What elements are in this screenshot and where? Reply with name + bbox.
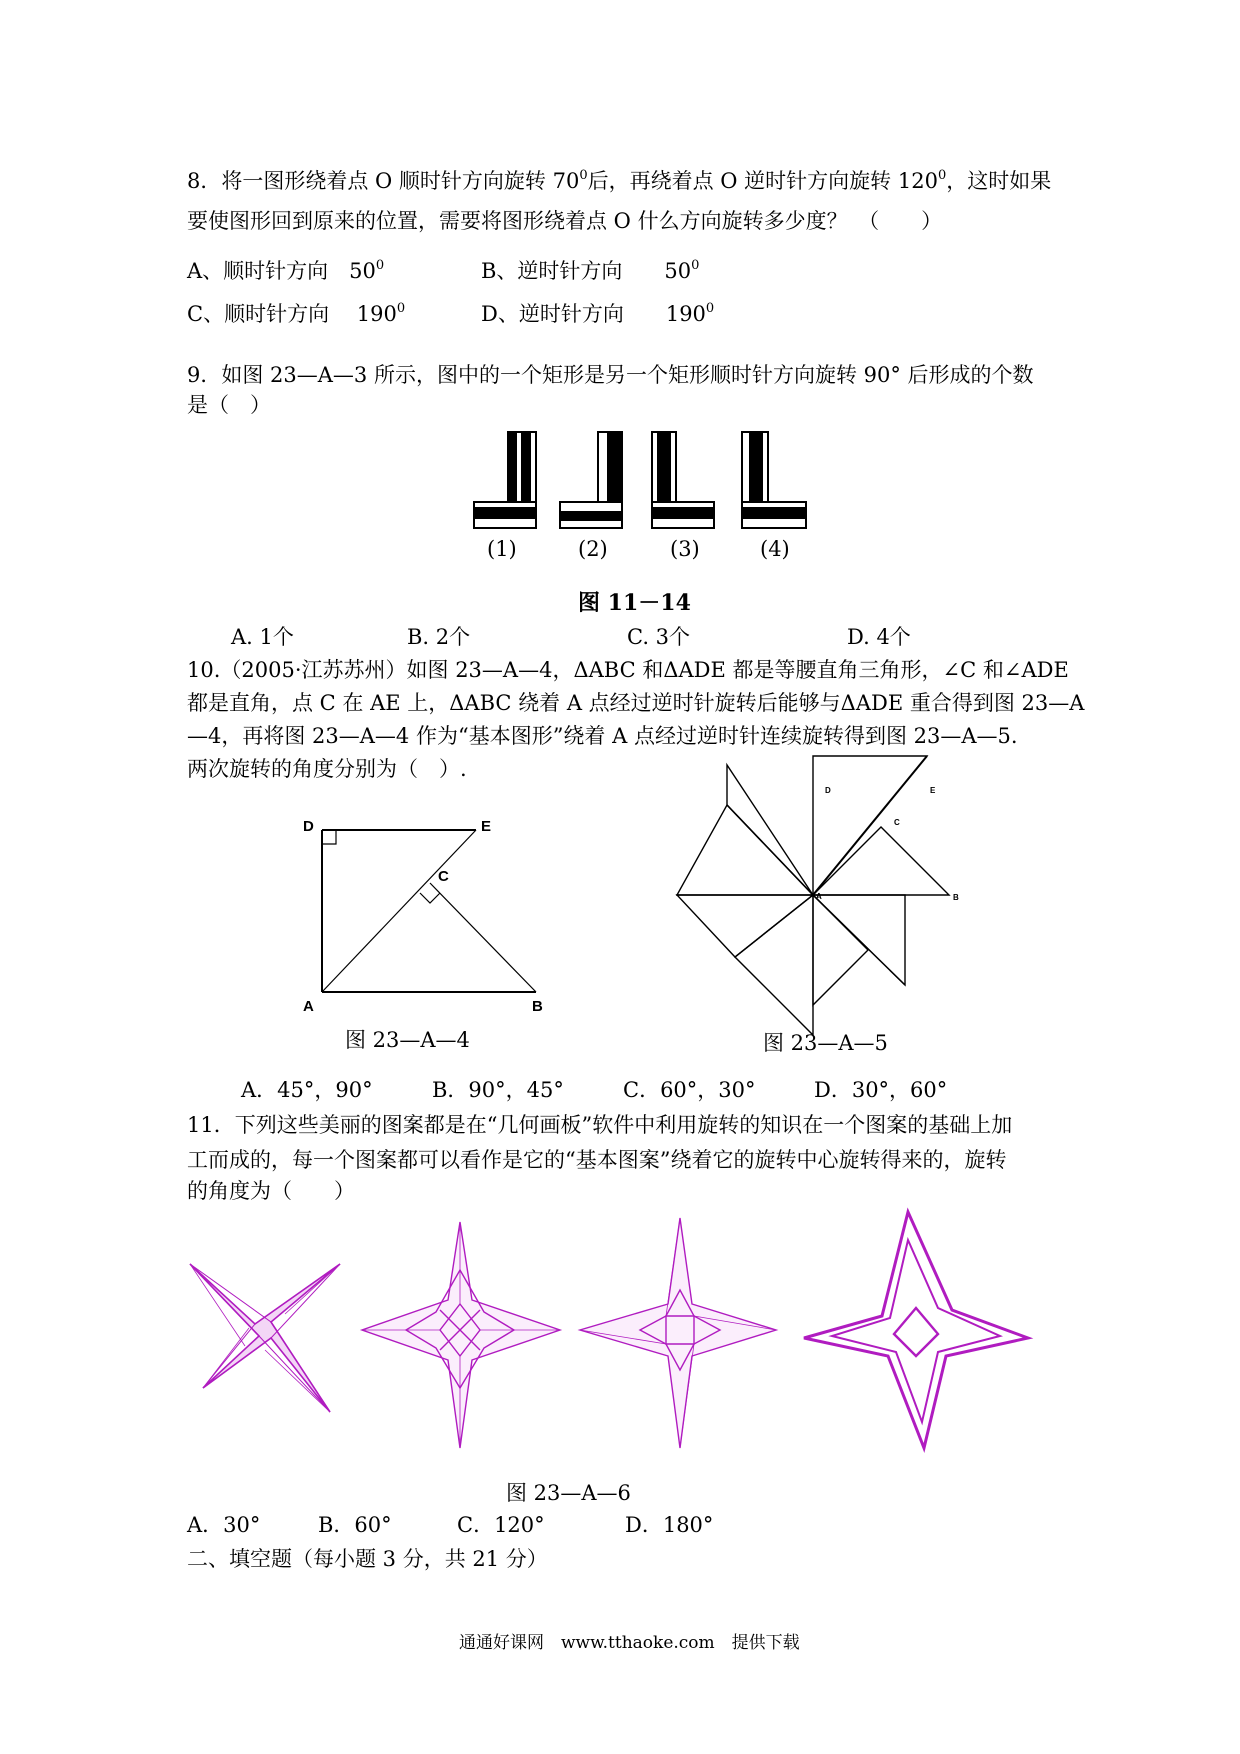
section-2-heading: 二、填空题（每小题 3 分，共 21 分） [187, 1547, 548, 1571]
right-angle-d [322, 830, 336, 844]
q9-sub-label-3: (3) [670, 537, 700, 561]
fig5-point-e: E [930, 786, 936, 795]
point-b-label: B [532, 998, 543, 1015]
fig-23-a-6-caption: 图 23—A—6 [506, 1481, 631, 1505]
q9-figure-caption: 图 11－14 [578, 590, 691, 616]
star-pattern-3 [580, 1218, 776, 1448]
q9-figure-2 [560, 432, 622, 528]
q10-line2: 都是直角，点 C 在 AE 上，ΔABC 绕着 A 点经过逆时针旋转后能够与ΔADE 重合得到图 23—A [187, 691, 1085, 715]
q11-option-b: B．60° [318, 1513, 392, 1537]
q10-option-b: B．90°，45° [432, 1078, 564, 1102]
q11-star-patterns [180, 1210, 1040, 1450]
page-footer: 通通好课网 www.tthaoke.com 提供下载 [459, 1633, 800, 1653]
q10-option-d: D．30°，60° [814, 1078, 948, 1102]
q9-option-c: C. 3个 [627, 625, 691, 649]
q11-line2: 工而成的，每一个图案都可以看作是它的“基本图案”绕着它的旋转中心旋转得来的，旋转 [187, 1148, 1007, 1172]
pinwheel-blade-left [677, 895, 813, 957]
fig-23-a-4 [300, 820, 560, 1020]
star-pattern-2 [362, 1222, 560, 1448]
fig5-point-c: C [894, 818, 900, 827]
fig-23-a-5-caption: 图 23—A—5 [763, 1031, 888, 1055]
star-pattern-4 [804, 1212, 1028, 1448]
q9-figure-3 [652, 432, 714, 528]
q11-line3: 的角度为（ ） [187, 1179, 355, 1203]
point-c-label: C [438, 868, 449, 885]
q10-line1: 10.（2005·江苏苏州）如图 23—A—4，ΔABC 和ΔADE 都是等腰直角三角形，∠C 和∠ADE [187, 658, 1069, 682]
q8-option-c: C、顺时针方向 $190^0$ [187, 301, 406, 326]
point-a-label: A [303, 998, 314, 1015]
q8-option-d: D、逆时针方向 $190^0$ [481, 301, 715, 326]
q11-line1: 11．下列这些美丽的图案都是在“几何画板”软件中利用旋转的知识在一个图案的基础上加 [187, 1113, 1013, 1137]
q8-option-b: B、逆时针方向 $50^0$ [481, 258, 700, 283]
segment-ae [322, 830, 476, 992]
q8-line1: 8．将一图形绕着点 O 顺时针方向旋转 $70^0$后，再绕着点 O 逆时针方向旋转 $120^0$，这时如果 [187, 168, 1052, 193]
q9-option-a: A. 1个 [231, 625, 294, 649]
fig5-point-a: A [816, 892, 822, 901]
segment-cb [430, 883, 536, 992]
q10-option-c: C．60°，30° [623, 1078, 756, 1102]
q9-figure-1 [474, 432, 536, 528]
q9-rectangles-figure [470, 428, 830, 528]
fig-23-a-4-caption: 图 23—A—4 [345, 1028, 470, 1052]
pinwheel-blade-bottom-left [735, 895, 813, 1035]
q9-figure-4 [742, 432, 806, 528]
q11-option-d: D．180° [625, 1513, 714, 1537]
q9-option-d: D. 4个 [847, 625, 911, 649]
q11-option-c: C．120° [457, 1513, 545, 1537]
right-angle-c [420, 893, 440, 903]
q9-line2: 是（ ） [187, 393, 271, 417]
pinwheel-blade-bottom [813, 895, 868, 1005]
point-d-label: D [303, 818, 314, 835]
fig5-point-b: B [953, 893, 959, 902]
q9-sub-label-4: (4) [760, 537, 790, 561]
q9-line1: 9．如图 23—A—3 所示，图中的一个矩形是另一个矩形顺时针方向旋转 90° 后形成的个数 [187, 363, 1034, 387]
point-e-label: E [481, 818, 492, 835]
q8-line2: 要使图形回到原来的位置，需要将图形绕着点 O 什么方向旋转多少度？ （ ） [187, 209, 943, 233]
q8-option-a: A、顺时针方向 $50^0$ [187, 258, 385, 283]
q9-sub-label-1: (1) [487, 537, 517, 561]
star-pattern-1 [190, 1264, 340, 1412]
q9-option-b: B. 2个 [407, 625, 471, 649]
pinwheel-blade-top-left [727, 765, 813, 895]
q9-sub-label-2: (2) [578, 537, 608, 561]
fig5-point-d: D [825, 786, 831, 795]
q10-line3: —4，再将图 23—A—4 作为“基本图形”绕着 A 点经过逆时针连续旋转得到图 23—A—5. [187, 724, 1018, 748]
q10-line4: 两次旋转的角度分别为（ ）. [187, 757, 467, 781]
pinwheel-blade-upper-left [677, 805, 813, 895]
pinwheel-blade-right [813, 827, 949, 895]
q10-option-a: A．45°，90° [241, 1078, 373, 1102]
q11-option-a: A．30° [187, 1513, 261, 1537]
